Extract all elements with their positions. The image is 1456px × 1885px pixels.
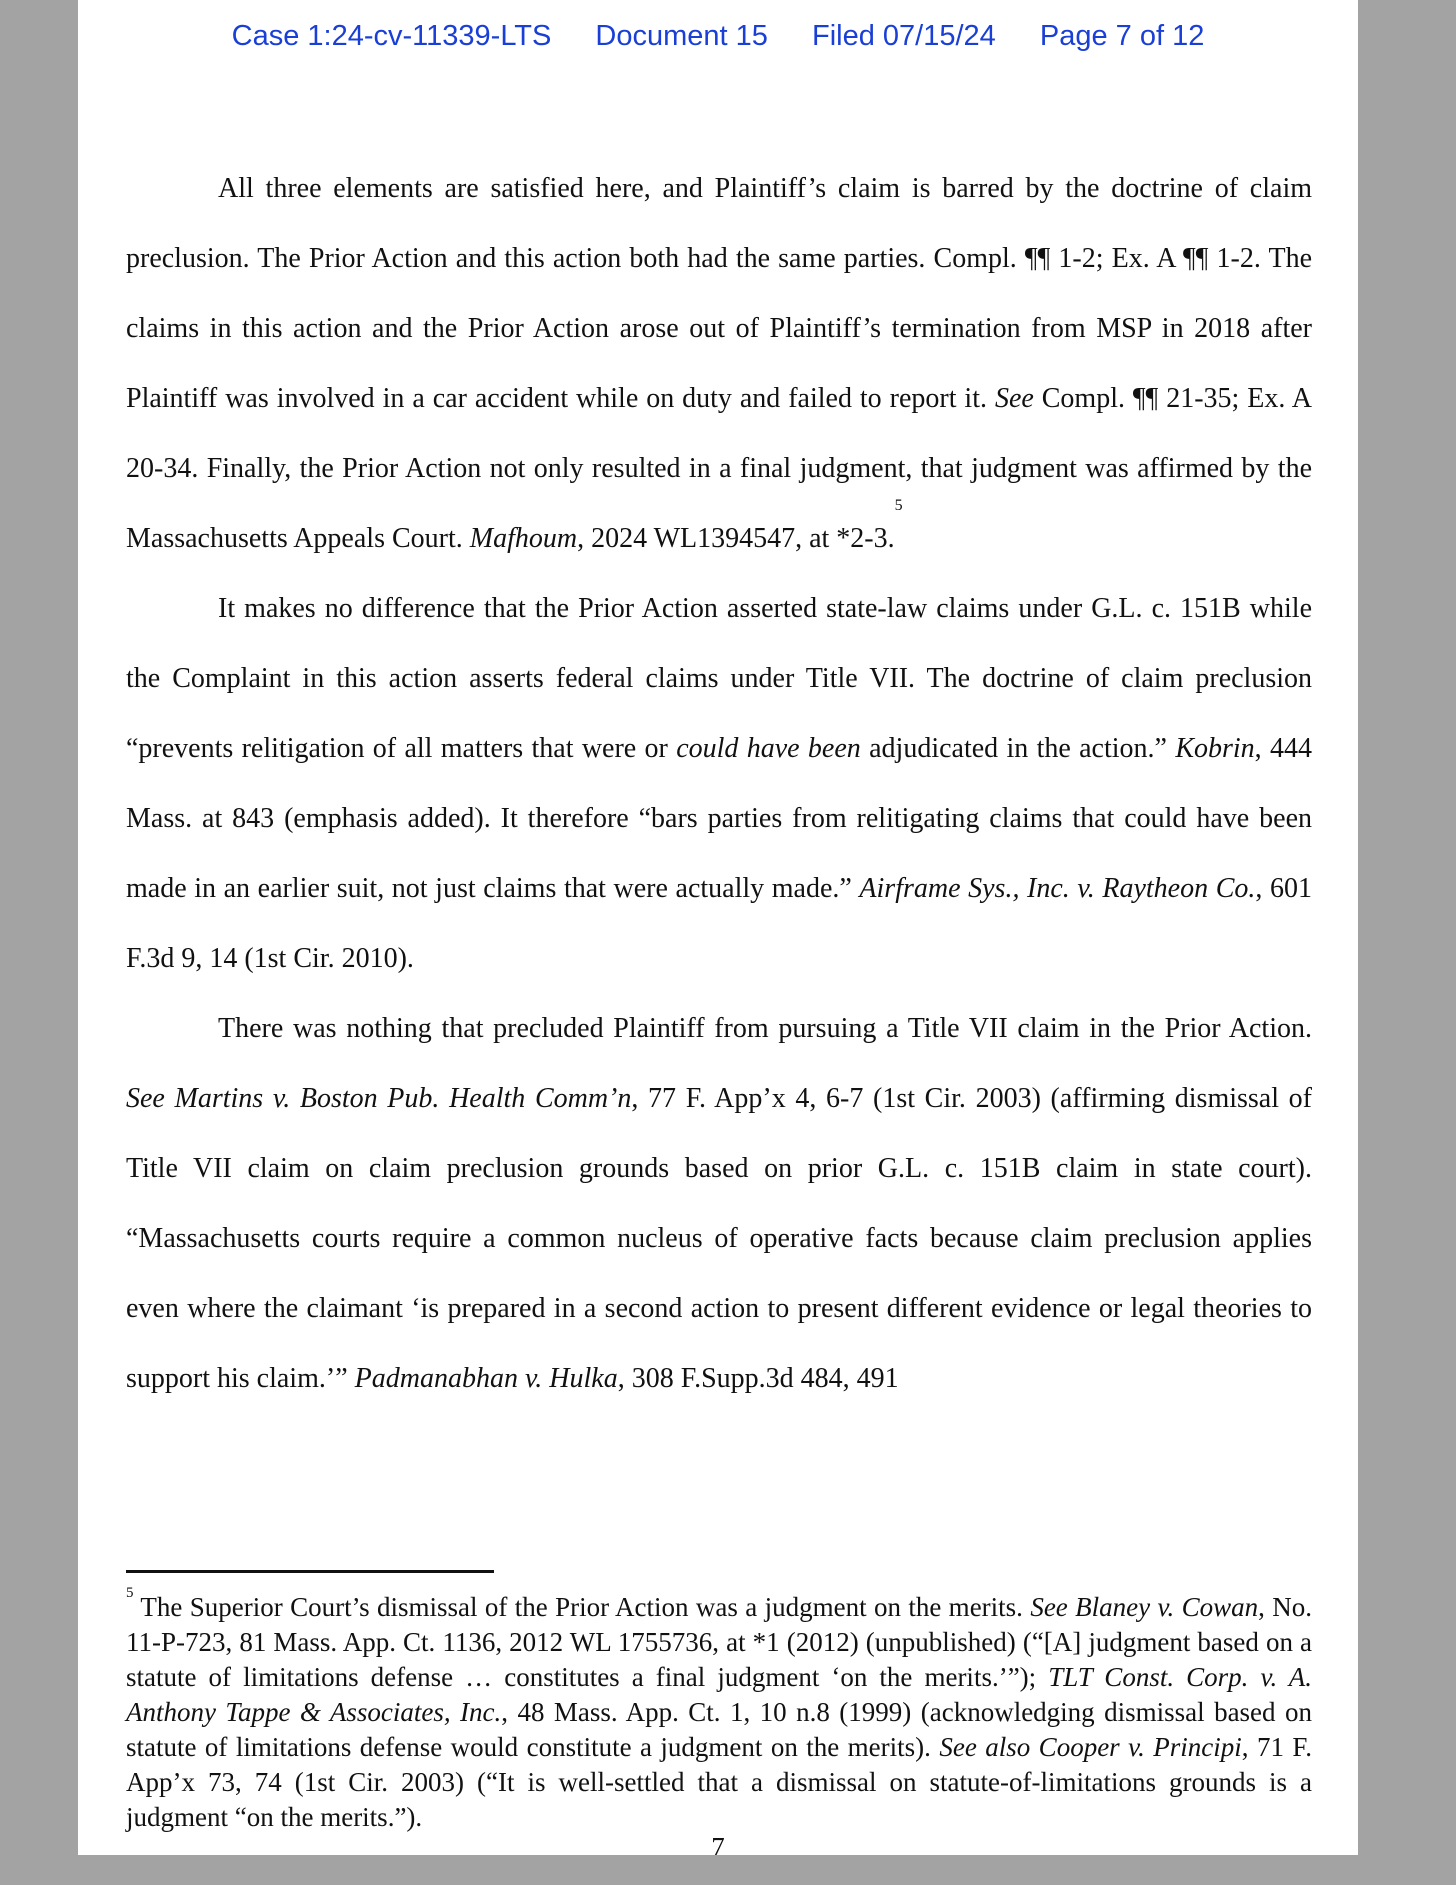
text-run: It makes no difference that the Prior Action asserted state-law claims under G.L. c. 151B while the Complaint in this action asserts federal claims under Title VII. The doctrine of claim preclusion “prevents relitigation of all matters that were or (126, 593, 1312, 764)
paragraph (126, 994, 1312, 1414)
text-run: , 308 F.Supp.3d 484, 491 (617, 1363, 899, 1394)
document-page (78, 0, 1358, 1855)
document-number: Document 15 (595, 20, 768, 52)
citation-italic: See (994, 383, 1034, 414)
footnote-number: 5 (126, 1585, 134, 1601)
citation-italic: See Blaney v. Cowan (1030, 1592, 1259, 1622)
text-run: The Superior Court’s dismissal of the Prior Action was a judgment on the merits. (133, 1592, 1031, 1622)
body-text (126, 154, 1312, 1414)
text-run: There was nothing that precluded Plaintiff from pursuing a Title VII claim in the Prior Action. (218, 1013, 1312, 1044)
text-run: All three elements are satisfied here, and Plaintiff’s claim is barred by the doctrine of claim preclusion. The Prior Action and this action both had the same parties. Compl. ¶¶ 1-2; Ex. A ¶¶ 1-2. The claims in this action and the Prior Action arose out of Plaintiff’s termination from MSP in 2018 after Plaintiff was involved in a car accident while on duty and failed to report it. (126, 173, 1312, 414)
text-run: , No. 11-P-723, 81 Mass. App. Ct. 1136, 2012 WL 1755736, at *1 (2012) (unpublished) (“[A] judgment based on a statute of limitations defense … constitutes a final judgment ‘on the merits.’”); (126, 1592, 1313, 1692)
citation-italic: Kobrin (1175, 733, 1255, 764)
text-run: , 444 Mass. at 843 (emphasis added). It therefore “bars parties from relitigating claims that could have been made in an earlier suit, not just claims that were actually made.” (126, 733, 1312, 904)
footnote-marker: 5 (894, 497, 903, 514)
text-run: , 71 F. App’x 73, 74 (1st Cir. 2003) (“It is well-settled that a dismissal on statute-of-limitations grounds is a judgment “on the merits.”). (126, 1732, 1312, 1832)
filed-date: Filed 07/15/24 (811, 20, 996, 52)
text-run: , 2024 WL1394547, at *2-3. (577, 523, 895, 554)
citation-italic: Airframe Sys., Inc. v. Raytheon Co. (859, 873, 1256, 904)
case-number: Case 1:24-cv-11339-LTS (231, 20, 552, 52)
footnote (126, 1585, 1313, 1835)
text-run: , 48 Mass. App. Ct. 1, 10 n.8 (1999) (acknowledging dismissal based on statute of limitations defense would constitute a judgment on the merits). (126, 1697, 1312, 1762)
citation-italic: Padmanabhan v. Hulka (354, 1363, 618, 1394)
paragraph (126, 154, 1312, 574)
citation-italic: TLT Const. Corp. v. A. Anthony Tappe & Associates, Inc. (126, 1662, 1312, 1727)
ecf-header (78, 20, 1358, 53)
citation-italic: Mafhoum (469, 523, 578, 554)
text-run: , 77 F. App’x 4, 6-7 (1st Cir. 2003) (affirming dismissal of Title VII claim on claim preclusion grounds based on prior G.L. c. 151B claim in state court). “Massachusetts courts require a common nucleus of operative facts because claim preclusion applies even where the claimant ‘is prepared in a second action to present different evidence or legal theories to support his claim.’” (126, 1083, 1312, 1394)
citation-italic: could have been (676, 733, 861, 764)
page-indicator: Page 7 of 12 (1039, 20, 1205, 52)
citation-italic: See also Cooper v. Principi (939, 1732, 1242, 1762)
citation-italic: See Martins v. Boston Pub. Health Comm’n (126, 1083, 632, 1114)
text-run: , 601 F.3d 9, 14 (1st Cir. 2010). (126, 873, 1312, 974)
text-run: Compl. ¶¶ 21-35; Ex. A 20-34. Finally, the Prior Action not only resulted in a final judgment, that judgment was affirmed by the Massachusetts Appeals Court. (126, 383, 1313, 554)
text-run: adjudicated in the action.” (860, 733, 1176, 764)
footnote-separator (126, 1570, 494, 1573)
page-number: 7 (711, 1832, 725, 1855)
paragraph (126, 574, 1312, 994)
